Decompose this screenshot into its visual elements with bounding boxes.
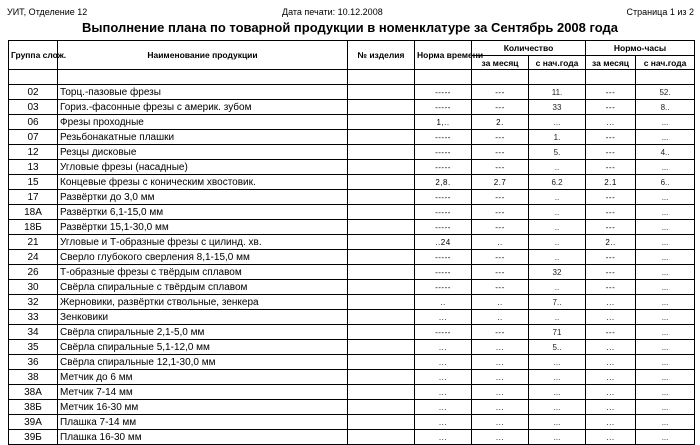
hours-month-cell: --- [586, 280, 636, 295]
qty-month-cell: --- [472, 190, 529, 205]
group-code-cell: 18Б [9, 220, 58, 235]
qty-month-cell: --- [472, 100, 529, 115]
hours-ytd-cell: ... [636, 250, 695, 265]
hours-ytd-cell: ... [636, 265, 695, 280]
hours-ytd-cell: ... [636, 400, 695, 415]
item-no-cell [348, 370, 415, 385]
table-row [9, 145, 695, 160]
hours-month-cell: --- [586, 100, 636, 115]
qty-month-cell: --- [472, 250, 529, 265]
col-header-name: Наименование продукции [58, 41, 348, 70]
hours-ytd-cell: 52. [636, 85, 695, 100]
qty-ytd-cell: 32 [529, 265, 586, 280]
group-code-cell: 39А [9, 415, 58, 430]
hours-month-cell: --- [586, 160, 636, 175]
qty-month-cell: 2. [472, 115, 529, 130]
hours-ytd-cell: ... [636, 310, 695, 325]
product-name-cell: Развёртки 6,1-15,0 мм [58, 205, 348, 220]
qty-month-cell: .. [472, 310, 529, 325]
qty-month-cell: --- [472, 220, 529, 235]
hours-ytd-cell: ... [636, 235, 695, 250]
col-header-hours: Нормо-часы [586, 41, 695, 56]
hours-ytd-cell: ... [636, 295, 695, 310]
product-name-cell: Метчик 7-14 мм [58, 385, 348, 400]
qty-ytd-cell: ... [529, 115, 586, 130]
department-label: УИТ, Отделение 12 [7, 7, 88, 17]
hours-month-cell: ... [586, 370, 636, 385]
group-code-cell: 21 [9, 235, 58, 250]
norm-time-cell: ----- [415, 220, 472, 235]
norm-time-cell: ... [415, 340, 472, 355]
hours-ytd-cell: ... [636, 160, 695, 175]
qty-ytd-cell: 6.2 [529, 175, 586, 190]
hours-ytd-cell: ... [636, 340, 695, 355]
norm-time-cell: ----- [415, 280, 472, 295]
print-date: Дата печати: 10.12.2008 [282, 7, 383, 17]
table-body [9, 70, 695, 445]
hours-month-cell: --- [586, 325, 636, 340]
norm-time-cell: ----- [415, 250, 472, 265]
product-name-cell: Фрезы проходные [58, 115, 348, 130]
qty-month-cell: --- [472, 85, 529, 100]
qty-month-cell: .. [472, 295, 529, 310]
col-header-group: Группа слож. [9, 41, 58, 70]
hours-month-cell: ... [586, 310, 636, 325]
norm-time-cell: ... [415, 400, 472, 415]
qty-ytd-cell: .. [529, 250, 586, 265]
group-code-cell: 26 [9, 265, 58, 280]
qty-ytd-cell: 1. [529, 130, 586, 145]
item-no-cell [348, 145, 415, 160]
hours-month-cell: 2.. [586, 235, 636, 250]
hours-ytd-cell: 4.. [636, 145, 695, 160]
group-code-cell: 35 [9, 340, 58, 355]
table-row [9, 205, 695, 220]
norm-time-cell: ..24 [415, 235, 472, 250]
table-row [9, 370, 695, 385]
table-row [9, 130, 695, 145]
norm-time-cell: ----- [415, 325, 472, 340]
norm-time-cell: ... [415, 385, 472, 400]
qty-ytd-cell: ... [529, 430, 586, 445]
product-name-cell: Свёрла спиральные 2,1-5,0 мм [58, 325, 348, 340]
hours-ytd-cell: 6.. [636, 175, 695, 190]
group-code-cell: 36 [9, 355, 58, 370]
hours-month-cell: --- [586, 85, 636, 100]
hours-ytd-cell: ... [636, 325, 695, 340]
hours-ytd-cell: ... [636, 430, 695, 445]
item-no-cell [348, 415, 415, 430]
item-no-cell [348, 385, 415, 400]
qty-ytd-cell: ... [529, 415, 586, 430]
norm-time-cell: ----- [415, 130, 472, 145]
hours-month-cell: ... [586, 400, 636, 415]
qty-ytd-cell: .. [529, 310, 586, 325]
group-code-cell: 38А [9, 385, 58, 400]
product-name-cell: Сверло глубокого сверления 8,1-15,0 мм [58, 250, 348, 265]
item-no-cell [348, 190, 415, 205]
col-header-norm: Норма времени [415, 41, 472, 70]
group-code-cell: 02 [9, 85, 58, 100]
qty-month-cell: ... [472, 385, 529, 400]
hours-month-cell: --- [586, 265, 636, 280]
page-number: Страница 1 из 2 [626, 7, 694, 17]
product-name-cell: Свёрла спиральные с твёрдым сплавом [58, 280, 348, 295]
qty-month-cell: --- [472, 325, 529, 340]
qty-month-cell: .. [472, 235, 529, 250]
table-row [9, 385, 695, 400]
table-row [9, 310, 695, 325]
product-name-cell: Жерновики, развёртки ствольные, зенкера [58, 295, 348, 310]
group-code-cell: 15 [9, 175, 58, 190]
hours-month-cell: ... [586, 340, 636, 355]
qty-ytd-cell: ... [529, 370, 586, 385]
hours-month-cell: ... [586, 430, 636, 445]
hours-month-cell: --- [586, 130, 636, 145]
norm-time-cell: ----- [415, 205, 472, 220]
product-name-cell: Угловые и Т-образные фрезы с цилинд. хв. [58, 235, 348, 250]
qty-month-cell: ... [472, 430, 529, 445]
item-no-cell [348, 85, 415, 100]
hours-ytd-cell: ... [636, 190, 695, 205]
qty-ytd-cell: 71 [529, 325, 586, 340]
qty-month-cell: 2.7 [472, 175, 529, 190]
item-no-cell [348, 205, 415, 220]
table-row [9, 355, 695, 370]
qty-month-cell: ... [472, 400, 529, 415]
qty-ytd-cell: .. [529, 220, 586, 235]
table-row [9, 430, 695, 445]
qty-ytd-cell: ... [529, 355, 586, 370]
table-row [9, 400, 695, 415]
hours-ytd-cell: ... [636, 385, 695, 400]
group-code-cell: 30 [9, 280, 58, 295]
item-no-cell [348, 175, 415, 190]
qty-month-cell: --- [472, 280, 529, 295]
qty-ytd-cell: .. [529, 235, 586, 250]
qty-month-cell: --- [472, 265, 529, 280]
item-no-cell [348, 100, 415, 115]
table-row [9, 250, 695, 265]
qty-month-cell: --- [472, 205, 529, 220]
table-row [9, 415, 695, 430]
col-header-item-no: № изделия [348, 41, 415, 70]
group-code-cell: 38Б [9, 400, 58, 415]
product-name-cell: Метчик до 6 мм [58, 370, 348, 385]
hours-month-cell: --- [586, 250, 636, 265]
norm-time-cell: ... [415, 355, 472, 370]
item-no-cell [348, 220, 415, 235]
group-code-cell: 18А [9, 205, 58, 220]
table-row [9, 175, 695, 190]
group-code-cell: 38 [9, 370, 58, 385]
qty-month-cell: ... [472, 340, 529, 355]
hours-ytd-cell: ... [636, 415, 695, 430]
table-row [9, 325, 695, 340]
product-name-cell: Гориз.-фасонные фрезы с америк. зубом [58, 100, 348, 115]
qty-month-cell: --- [472, 130, 529, 145]
table-row [9, 235, 695, 250]
table-row [9, 100, 695, 115]
norm-time-cell: 1,.. [415, 115, 472, 130]
col-header-qty: Количество [472, 41, 586, 56]
hours-month-cell: --- [586, 145, 636, 160]
item-no-cell [348, 310, 415, 325]
qty-month-cell: --- [472, 145, 529, 160]
hours-ytd-cell: 8.. [636, 100, 695, 115]
hours-month-cell: 2.1 [586, 175, 636, 190]
hours-month-cell: ... [586, 415, 636, 430]
norm-time-cell: ----- [415, 190, 472, 205]
group-code-cell: 34 [9, 325, 58, 340]
col-header-qty-ytd: с нач.года [529, 56, 586, 70]
product-name-cell: Резьбонакатные плашки [58, 130, 348, 145]
hours-ytd-cell: ... [636, 130, 695, 145]
norm-time-cell: ----- [415, 85, 472, 100]
product-name-cell: Плашка 7-14 мм [58, 415, 348, 430]
item-no-cell [348, 400, 415, 415]
item-no-cell [348, 355, 415, 370]
group-code-cell: 39Б [9, 430, 58, 445]
group-code-cell: 13 [9, 160, 58, 175]
qty-ytd-cell: .. [529, 205, 586, 220]
item-no-cell [348, 130, 415, 145]
qty-ytd-cell: 5.. [529, 340, 586, 355]
col-header-hours-month: за месяц [586, 56, 636, 70]
product-name-cell: Свёрла спиральные 12,1-30,0 мм [58, 355, 348, 370]
item-no-cell [348, 160, 415, 175]
hours-month-cell: --- [586, 220, 636, 235]
col-header-hours-ytd: с нач.года [636, 56, 695, 70]
product-name-cell: Метчик 16-30 мм [58, 400, 348, 415]
group-code-cell: 03 [9, 100, 58, 115]
group-code-cell: 07 [9, 130, 58, 145]
item-no-cell [348, 115, 415, 130]
table-row [9, 280, 695, 295]
item-no-cell [348, 340, 415, 355]
table-row [9, 85, 695, 100]
hours-ytd-cell: ... [636, 115, 695, 130]
item-no-cell [348, 280, 415, 295]
norm-time-cell: .. [415, 295, 472, 310]
spacer-row [9, 70, 695, 85]
product-name-cell: Концевые фрезы с коническим хвостовик. [58, 175, 348, 190]
item-no-cell [348, 265, 415, 280]
hours-ytd-cell: ... [636, 370, 695, 385]
qty-ytd-cell: 7.. [529, 295, 586, 310]
norm-time-cell: ----- [415, 160, 472, 175]
table-row [9, 340, 695, 355]
table-row [9, 295, 695, 310]
group-code-cell: 32 [9, 295, 58, 310]
table-row [9, 115, 695, 130]
hours-month-cell: ... [586, 355, 636, 370]
table-row [9, 220, 695, 235]
product-name-cell: Торц.-пазовые фрезы [58, 85, 348, 100]
item-no-cell [348, 430, 415, 445]
table-row [9, 190, 695, 205]
hours-ytd-cell: ... [636, 220, 695, 235]
hours-month-cell: ... [586, 295, 636, 310]
norm-time-cell: ----- [415, 100, 472, 115]
product-name-cell: Плашка 16-30 мм [58, 430, 348, 445]
hours-ytd-cell: ... [636, 355, 695, 370]
col-header-qty-month: за месяц [472, 56, 529, 70]
norm-time-cell: ----- [415, 265, 472, 280]
product-name-cell: Развёртки 15,1-30,0 мм [58, 220, 348, 235]
qty-ytd-cell: 5. [529, 145, 586, 160]
qty-month-cell: ... [472, 370, 529, 385]
hours-month-cell: ... [586, 115, 636, 130]
item-no-cell [348, 295, 415, 310]
product-name-cell: Т-образные фрезы с твёрдым сплавом [58, 265, 348, 280]
qty-month-cell: ... [472, 415, 529, 430]
norm-time-cell: ----- [415, 145, 472, 160]
product-name-cell: Угловые фрезы (насадные) [58, 160, 348, 175]
qty-ytd-cell: ... [529, 385, 586, 400]
report-title: Выполнение плана по товарной продукции в номенклатуре за Сентябрь 2008 года [81, 20, 618, 35]
group-code-cell: 17 [9, 190, 58, 205]
norm-time-cell: ... [415, 415, 472, 430]
qty-month-cell: --- [472, 160, 529, 175]
product-name-cell: Резцы дисковые [58, 145, 348, 160]
qty-month-cell: ... [472, 355, 529, 370]
product-name-cell: Зенковики [58, 310, 348, 325]
hours-month-cell: ... [586, 385, 636, 400]
qty-ytd-cell: 11. [529, 85, 586, 100]
table-row [9, 160, 695, 175]
qty-ytd-cell: .. [529, 280, 586, 295]
product-name-cell: Свёрла спиральные 5,1-12,0 мм [58, 340, 348, 355]
norm-time-cell: ... [415, 430, 472, 445]
group-code-cell: 24 [9, 250, 58, 265]
norm-time-cell: ... [415, 310, 472, 325]
item-no-cell [348, 325, 415, 340]
table-row [9, 265, 695, 280]
production-table [8, 40, 695, 445]
hours-month-cell: --- [586, 205, 636, 220]
norm-time-cell: ... [415, 370, 472, 385]
product-name-cell: Развёртки до 3,0 мм [58, 190, 348, 205]
group-code-cell: 12 [9, 145, 58, 160]
group-code-cell: 06 [9, 115, 58, 130]
hours-ytd-cell: ... [636, 205, 695, 220]
qty-ytd-cell: .. [529, 190, 586, 205]
group-code-cell: 33 [9, 310, 58, 325]
qty-ytd-cell: ... [529, 400, 586, 415]
qty-ytd-cell: 33 [529, 100, 586, 115]
hours-month-cell: --- [586, 190, 636, 205]
item-no-cell [348, 235, 415, 250]
item-no-cell [348, 250, 415, 265]
norm-time-cell: 2,8. [415, 175, 472, 190]
qty-ytd-cell: .. [529, 160, 586, 175]
hours-ytd-cell: ... [636, 280, 695, 295]
